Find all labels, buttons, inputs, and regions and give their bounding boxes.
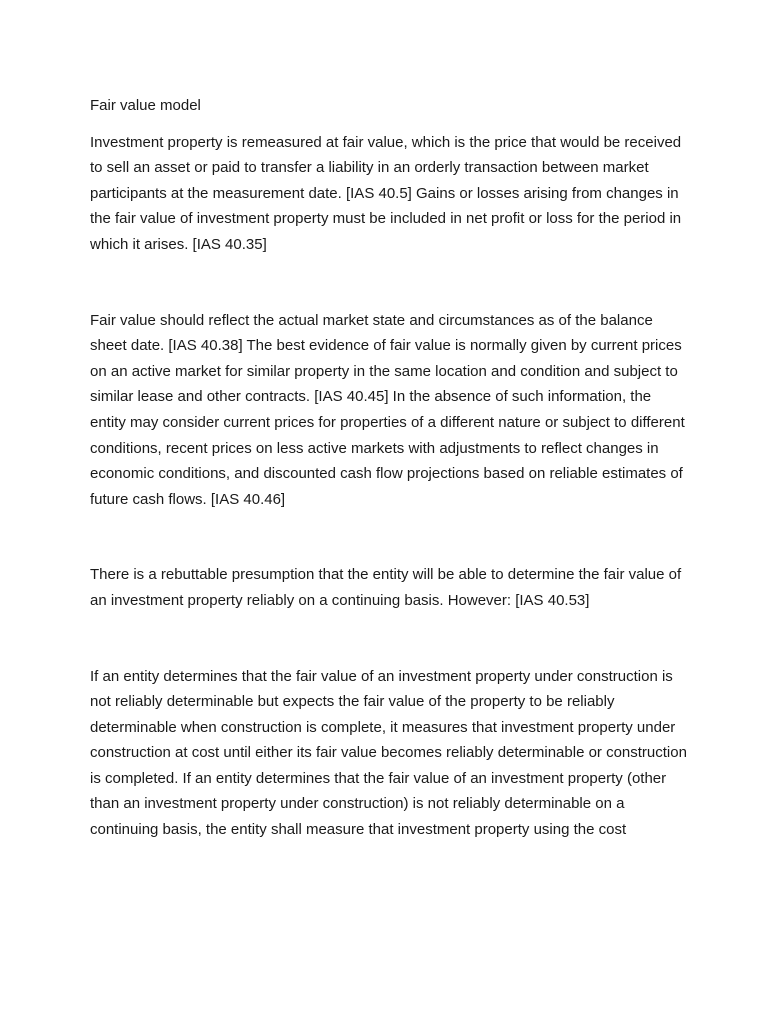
- section-heading: Fair value model: [90, 97, 201, 114]
- paragraph-rebuttable-presumption: There is a rebuttable presumption that the entity will be able to determine the fair value of an investment property reliably on a continuing basis. However: [IAS 40.53]: [90, 566, 682, 609]
- document-body: [90, 93, 690, 843]
- paragraph-fair-value-definition: Investment property is remeasured at fair value, which is the price that would be received to sell an asset or paid to transfer a liability in an orderly transaction between market participants at the measurement date. [IAS 40.5] Gains or losses arising from changes in the fair value of investment property must be included in net profit or loss for the period in which it arises. [IAS 40.35]: [90, 133, 682, 253]
- paragraph-construction-exception: If an entity determines that the fair value of an investment property under construction is not reliably determinable but expects the fair value of the property to be reliably determinable when construction is complete, it measures that investment property under construction at cost until either its fair value becomes reliably determinable or construction is completed. If an entity determines that the fair value of an investment property (other than an investment property under construction) is not reliably determinable on a continuing basis, the entity shall measure that investment property using the cost: [90, 667, 687, 839]
- paragraph-market-evidence: Fair value should reflect the actual market state and circumstances as of the balance sheet date. [IAS 40.38] The best evidence of fair value is normally given by current prices on an active market for similar property in the same location and condition and subject to similar lease and other contracts. [IAS 40.45] In the absence of such information, the entity may consider current prices for properties of a different nature or subject to different conditions, recent prices on less active markets with adjustments to reflect changes in economic conditions, and discounted cash flow projections based on reliable estimates of future cash flows. [IAS 40.46]: [90, 311, 685, 508]
